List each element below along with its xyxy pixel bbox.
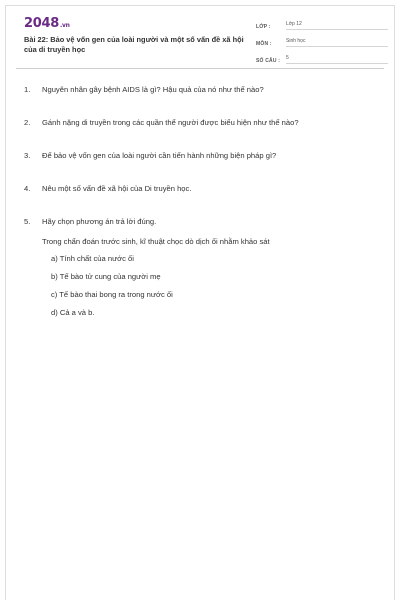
question-number: 1.	[24, 85, 31, 94]
question-item	[16, 84, 376, 95]
lesson-title: Bài 22: Bảo vệ vốn gen của loài người và một số vấn đề xã hội của di truyền học	[24, 35, 244, 54]
answer-option-b[interactable]: b) Tế bào tử cung của người mẹ	[51, 272, 161, 281]
meta-label-subject: MÔN :	[256, 41, 272, 47]
question-number: 3.	[24, 151, 31, 160]
meta-row-class	[256, 17, 388, 30]
meta-label-class: LỚP :	[256, 24, 271, 30]
meta-row-count	[256, 51, 388, 64]
answer-option-a[interactable]: a) Tính chất của nước ối	[51, 254, 134, 263]
meta-value-class: Lớp 12	[286, 21, 388, 30]
question-item	[16, 216, 376, 318]
question-text: Hãy chọn phương án trả lời đúng.	[42, 217, 157, 226]
question-item	[16, 117, 376, 128]
logo-main-text: 2048	[24, 16, 59, 31]
question-item	[16, 150, 376, 161]
site-logo[interactable]	[24, 16, 70, 31]
question-number: 5.	[24, 217, 31, 226]
answer-option-c[interactable]: c) Tế bào thai bong ra trong nước ối	[51, 290, 173, 299]
question-number: 2.	[24, 118, 31, 127]
question-text: Gánh nặng di truyền trong các quần thể người được biểu hiện như thế nào?	[42, 118, 299, 127]
question-stem: Trong chẩn đoán trước sinh, kĩ thuật chọc dò dịch ối nhằm khảo sát	[42, 237, 270, 246]
worksheet-page	[5, 5, 395, 600]
worksheet-header	[16, 6, 384, 69]
question-text: Để bảo vệ vốn gen của loài người cần tiến hành những biện pháp gì?	[42, 151, 277, 160]
meta-value-count: 5	[286, 55, 388, 64]
logo-suffix-text: .vn	[59, 22, 70, 29]
meta-label-count: SỐ CÂU :	[256, 58, 281, 64]
meta-value-subject: Sinh học	[286, 38, 388, 47]
question-text: Nguyên nhân gây bệnh AIDS là gì? Hậu quả của nó như thế nào?	[42, 85, 264, 94]
question-list	[16, 84, 376, 340]
answer-options	[51, 253, 376, 318]
meta-info	[256, 17, 388, 68]
answer-option-d[interactable]: d) Cả a và b.	[51, 308, 95, 317]
meta-row-subject	[256, 34, 388, 47]
question-number: 4.	[24, 184, 31, 193]
question-text: Nêu một số vấn đề xã hội của Di truyền học.	[42, 184, 192, 193]
question-item	[16, 183, 376, 194]
